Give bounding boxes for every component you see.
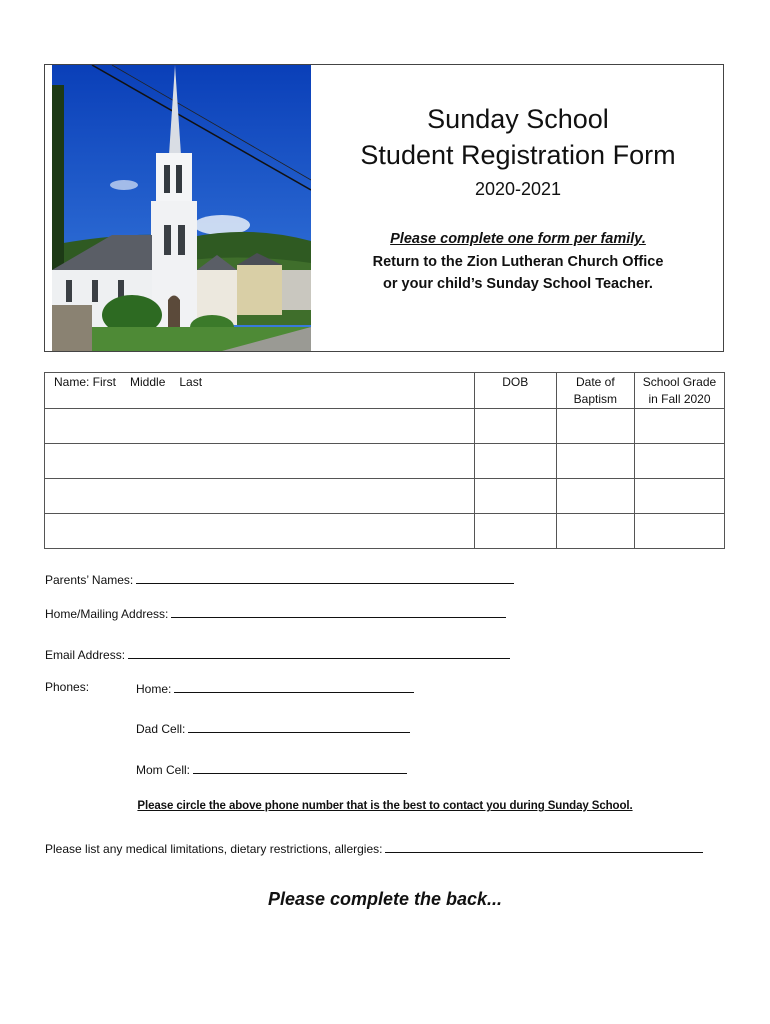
header-dob: DOB bbox=[474, 373, 556, 409]
home-phone-label: Home: bbox=[136, 682, 172, 696]
header-baptism bbox=[556, 373, 634, 409]
table-row bbox=[45, 444, 725, 479]
instruction-one-form: Please complete one form per family. bbox=[390, 231, 646, 247]
church-photo bbox=[52, 65, 311, 351]
phones-label: Phones: bbox=[45, 680, 90, 694]
dob-cell[interactable] bbox=[474, 514, 556, 549]
header-name bbox=[45, 373, 475, 409]
instruction-teacher: or your child’s Sunday School Teacher. bbox=[383, 276, 653, 292]
dob-cell[interactable] bbox=[474, 409, 556, 444]
baptism-cell[interactable] bbox=[556, 409, 634, 444]
name-cell[interactable] bbox=[45, 444, 475, 479]
grade-cell[interactable] bbox=[635, 444, 725, 479]
name-cell[interactable] bbox=[45, 479, 475, 514]
home-phone-line[interactable] bbox=[174, 680, 414, 693]
mom-cell-label: Mom Cell: bbox=[136, 763, 191, 777]
header-grade-l1: School Grade bbox=[642, 375, 717, 389]
grade-cell[interactable] bbox=[635, 479, 725, 514]
dad-cell-field bbox=[136, 720, 410, 736]
parents-line[interactable] bbox=[136, 571, 514, 584]
email-field bbox=[45, 646, 510, 662]
school-year: 2020-2021 bbox=[474, 179, 562, 199]
medical-line[interactable] bbox=[385, 840, 703, 853]
form-title-line2: Student Registration Form bbox=[360, 140, 676, 170]
header-name-last: Last bbox=[179, 375, 203, 389]
table-row bbox=[45, 479, 725, 514]
header-grade bbox=[635, 373, 725, 409]
student-table bbox=[44, 372, 725, 549]
grade-cell[interactable] bbox=[635, 514, 725, 549]
home-phone-field bbox=[136, 680, 414, 696]
header-name-first: Name: First bbox=[54, 375, 117, 389]
header-baptism-l1: Date of bbox=[575, 375, 615, 389]
form-title-line1: Sunday School bbox=[427, 104, 609, 134]
address-field bbox=[45, 605, 506, 621]
table-row bbox=[45, 409, 725, 444]
email-line[interactable] bbox=[128, 646, 510, 659]
dad-cell-line[interactable] bbox=[188, 720, 410, 733]
dob-cell[interactable] bbox=[474, 479, 556, 514]
table-row bbox=[45, 514, 725, 549]
name-cell[interactable] bbox=[45, 409, 475, 444]
grade-cell[interactable] bbox=[635, 409, 725, 444]
header-grade-l2: in Fall 2020 bbox=[648, 392, 711, 406]
instruction-return: Return to the Zion Lutheran Church Office bbox=[372, 254, 664, 270]
address-label: Home/Mailing Address: bbox=[45, 607, 169, 621]
baptism-cell[interactable] bbox=[556, 444, 634, 479]
medical-field bbox=[45, 840, 703, 856]
baptism-cell[interactable] bbox=[556, 514, 634, 549]
table-header-row bbox=[45, 373, 725, 409]
dob-cell[interactable] bbox=[474, 444, 556, 479]
dad-cell-label: Dad Cell: bbox=[136, 722, 186, 736]
header-baptism-l2: Baptism bbox=[573, 392, 618, 406]
header-name-middle: Middle bbox=[130, 375, 166, 389]
complete-back-note: Please complete the back... bbox=[267, 889, 503, 909]
parents-field bbox=[45, 571, 514, 587]
medical-label: Please list any medical limitations, dietary restrictions, allergies: bbox=[45, 842, 383, 856]
name-cell[interactable] bbox=[45, 514, 475, 549]
address-line[interactable] bbox=[171, 605, 506, 618]
email-label: Email Address: bbox=[45, 648, 126, 662]
mom-cell-field bbox=[136, 761, 407, 777]
phone-circle-note: Please circle the above phone number that is the best to contact you during Sunday School. bbox=[137, 800, 633, 812]
baptism-cell[interactable] bbox=[556, 479, 634, 514]
mom-cell-line[interactable] bbox=[193, 761, 407, 774]
parents-label: Parents’ Names: bbox=[45, 573, 134, 587]
